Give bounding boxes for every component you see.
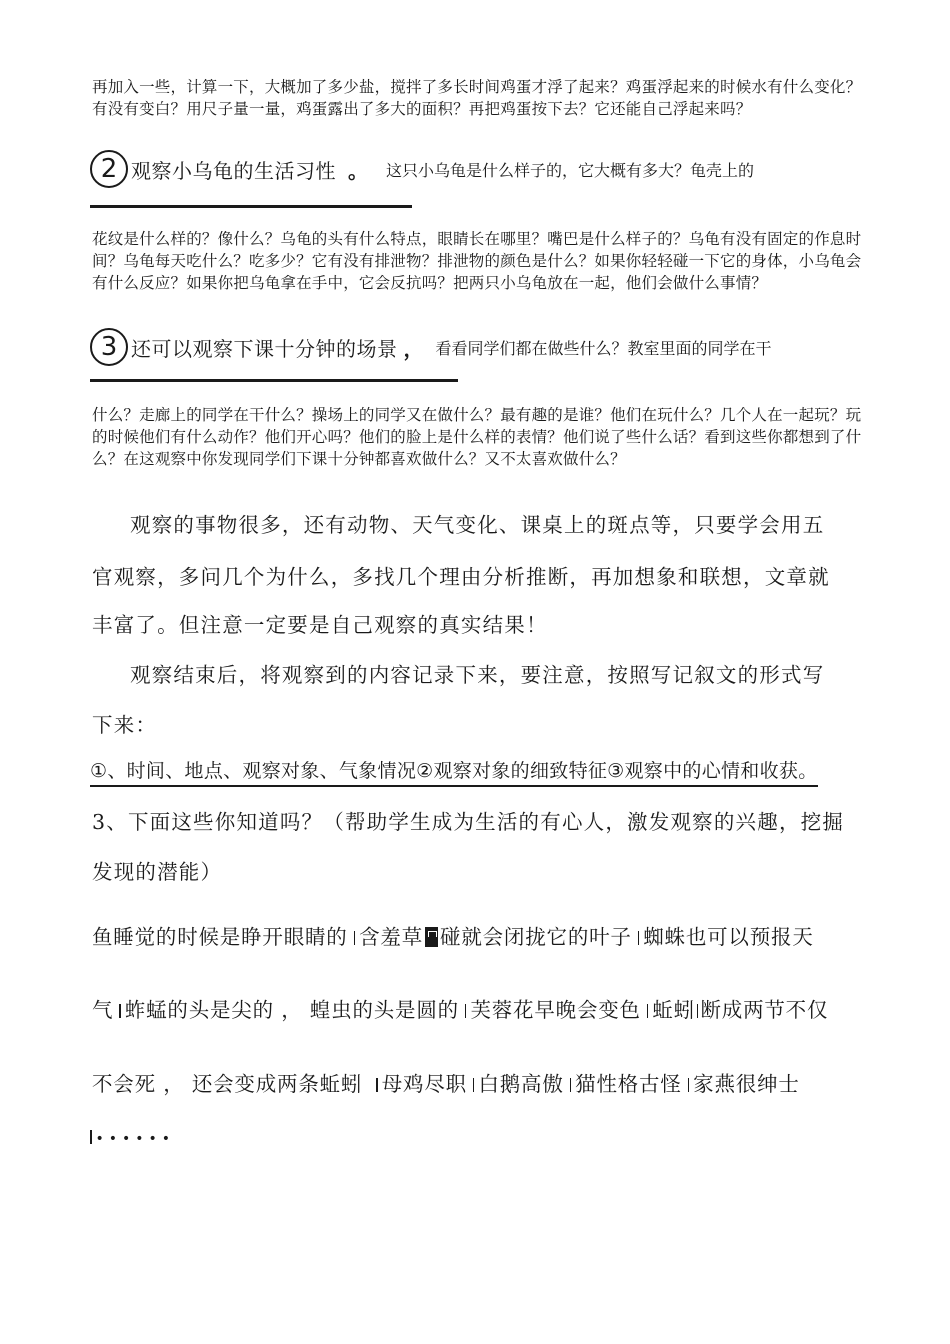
para1-line1: 观察的事物很多，还有动物、天气变化、课桌上的斑点等，只要学会用五 xyxy=(130,513,825,537)
item-2-title: 观察小乌龟的生活习性 xyxy=(131,158,336,183)
para1-line2: 官观察，多问几个为什么，多找几个理由分析推断，再加想象和联想，文章就 xyxy=(92,565,830,589)
fact-mimosa-a: 含羞草 xyxy=(359,925,424,949)
fact-fish: 鱼睡觉的时候是睁开眼睛的 xyxy=(92,925,348,949)
fact-earthworm-a: 蚯蚓 xyxy=(652,998,695,1022)
record-points: ①、时间、地点、观察对象、气象情况②观察对象的细致特征③观察中的心情和收获。 xyxy=(90,756,818,787)
para2-line1: 观察结束后，将观察到的内容记录下来，要注意，按照写记叙文的形式写 xyxy=(130,663,825,687)
separator-bar xyxy=(570,1078,572,1092)
item-3-body: 什么？走廊上的同学在干什么？操场上的同学又在做什么？最有趣的是谁？他们在玩什么？几个人在一起玩？玩的时候他们有什么动作？他们开心吗？他们的脸上是什么样的表情？他们说了些什么话？看到这些你都想到了什么？在这观察中你发现同学们下课十分钟都喜欢做什么？又不太喜欢做什么？ xyxy=(92,406,862,468)
facts-ellipsis-row xyxy=(90,1128,175,1147)
item-3-lead: 看看同学们都在做些什么？教室里面的同学在干 xyxy=(435,338,772,358)
separator-bar xyxy=(90,1130,92,1144)
fact-cat: 猫性格古怪 xyxy=(575,1072,682,1096)
circled-number-3: 3 xyxy=(90,328,128,366)
para2-line2: 下来： xyxy=(92,713,158,737)
facts-line2 xyxy=(92,993,828,1023)
fact-mimosa-b: 碰就会闭拢它的叶子 xyxy=(440,925,632,949)
section3-line1: 3、下面这些你知道吗？（帮助学生成为生活的有心人，激发观察的兴趣，挖掘 xyxy=(92,810,845,834)
facts-line1 xyxy=(92,920,814,950)
section3-line2: 发现的潜能） xyxy=(92,860,223,884)
fact-hen: 母鸡尽职 xyxy=(381,1072,467,1096)
fact-hibiscus: 芙蓉花早晚会变色 xyxy=(470,998,641,1022)
separator-bar xyxy=(119,1004,121,1018)
item-2-body: 花纹是什么样的？像什么？乌龟的头有什么特点，眼睛长在哪里？嘴巴是什么样子的？乌龟有没有固定的作息时间？乌龟每天吃什么？吃多少？它有没有排泄物？排泄物的颜色是什么？如果你轻轻碰一下它的身体，小乌龟会有什么反应？如果你把乌龟拿在手中，它会反抗吗？把两只小乌龟放在一起，他们会做什么事情？ xyxy=(92,230,862,292)
glyph-artifact-icon xyxy=(425,927,438,947)
separator-bar xyxy=(647,1004,649,1018)
fact-grasshopper: 蚱蜢的头是尖的 ， 蝗虫的头是圆的 xyxy=(124,998,459,1022)
item-2-heading xyxy=(90,150,754,188)
fact-spider: 蜘蛛也可以预报天 xyxy=(643,925,814,949)
ellipsis-dots: •••••• xyxy=(95,1131,176,1147)
item-2-lead: 这只小乌龟是什么样子的，它大概有多大？龟壳上的 xyxy=(386,160,755,180)
separator-bar xyxy=(638,931,640,945)
item-2-mark: 。 xyxy=(348,158,368,183)
separator-bar xyxy=(376,1078,378,1092)
intro-paragraph: 再加入一些，计算一下，大概加了多少盐，搅拌了多长时间鸡蛋才浮了起来？鸡蛋浮起来的时候水有什么变化？有没有变白？用尺子量一量，鸡蛋露出了多大的面积？再把鸡蛋按下去？它还能自己浮起来吗？ xyxy=(92,78,862,118)
separator-bar xyxy=(465,1004,467,1018)
fact-spider-end: 气 xyxy=(92,998,114,1022)
circled-number-2: 2 xyxy=(90,150,128,188)
separator-bar xyxy=(688,1078,690,1092)
item-3-mark: ， xyxy=(403,336,424,361)
fact-goose: 白鹅高傲 xyxy=(478,1072,564,1096)
fact-earthworm-b: 断成两节不仅 xyxy=(700,998,829,1022)
separator-bar xyxy=(697,1004,699,1018)
item-2-title-rule xyxy=(90,205,412,208)
item-3-title-rule xyxy=(90,379,458,382)
para1-line3: 丰富了。但注意一定要是自己观察的真实结果！ xyxy=(92,613,548,637)
item-3-title: 还可以观察下课十分钟的场景 xyxy=(131,336,398,361)
separator-bar xyxy=(473,1078,475,1092)
item-3-heading xyxy=(90,328,772,366)
fact-earthworm-c: 不会死 ， 还会变成两条蚯蚓 xyxy=(92,1072,363,1096)
separator-bar xyxy=(354,931,356,945)
fact-swallow: 家燕很绅士 xyxy=(693,1072,800,1096)
facts-line3 xyxy=(92,1067,800,1097)
